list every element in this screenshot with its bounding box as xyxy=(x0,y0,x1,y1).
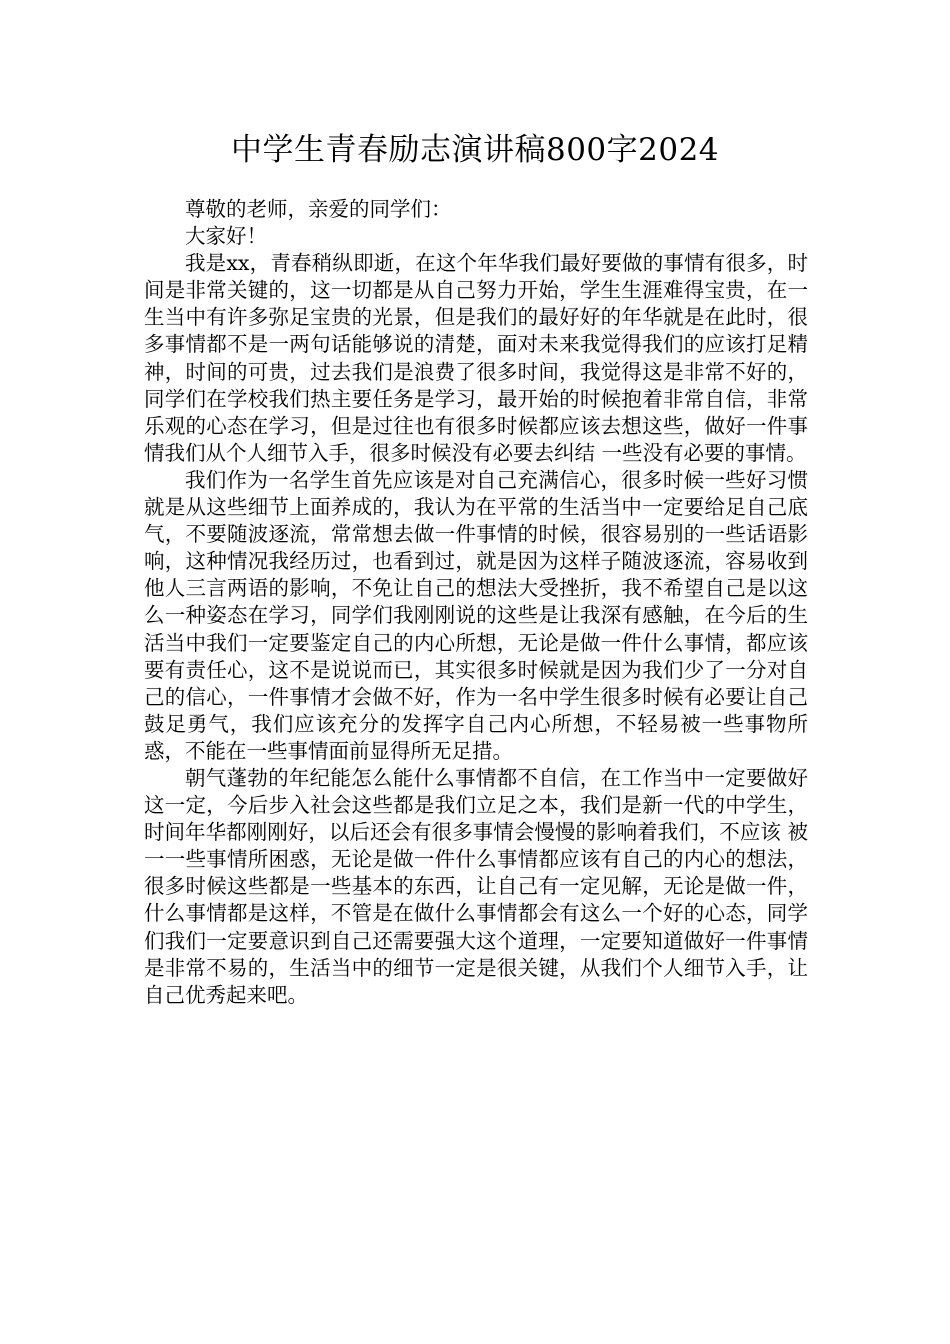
document-title: 中学生青春励志演讲稿800字2024 xyxy=(230,132,720,168)
salutation: 尊敬的老师，亲爱的同学们： xyxy=(185,197,452,221)
body-paragraph: 我们作为一名学生首先应该是对自己充满信心，很多时候一些好习惯就是从这些细节上面养成的，我认为在平常的生活当中一定要给足自己底气，不要随波逐流，常常想去做一件事情的时候，很容易别的一些话语影响，这种情况我经历过，也看到过，就是因为这样子随波逐流，容易收到他人三言两语的影响，不免让自己的想法大受挫折，我不希望自己是以这么一种姿态在学习，同学们我刚刚说的这些是让我深有感触，在今后的生活当中我们一定要鉴定自己的内心所想，无论是做一件什么事情，都应该要有责任心，这不是说说而已，其实很多时候就是因为我们少了一分对自己的信心，一件事情才会做不好，作为一名中学生很多时候有必要让自己鼓足勇气，我们应该充分的发挥字自己内心所想，不轻易被一些事物所惑，不能在一些事情面前显得所无足措。 xyxy=(144,467,808,763)
body-paragraph: 我是xx，青春稍纵即逝，在这个年华我们最好要做的事情有很多，时间是非常关键的，这一切都是从自己努力开始，学生生涯难得宝贵，在一生当中有许多弥足宝贵的光景，但是我们的最好好的年华就是在此时，很多事情都不是一两句话能够说的清楚，面对未来我觉得我们的应该打足精神，时间的可贵，过去我们是浪费了很多时间，我觉得这是非常不好的，同学们在学校我们热主要任务是学习，最开始的时候抱着非常自信，非常乐观的心态在学习，但是过往也有很多时候都应该去想这些，做好一件事情我们从个人细节入手，很多时候没有必要去纠结 一些没有必要的事情。 xyxy=(144,251,808,465)
document-body xyxy=(144,196,808,1009)
greeting: 大家好！ xyxy=(185,224,267,249)
body-paragraph: 朝气蓬勃的年纪能怎么能什么事情都不自信，在工作当中一定要做好这一定，今后步入社会这些都是我们立足之本，我们是新一代的中学生，时间年华都刚刚好，以后还会有很多事情会慢慢的影响着我们，不应该 被一一些事情所困惑，无论是做一件什么事情都应该有自己的内心的想法，很多时候这些都是一些基本的东西，让自己有一定见解，无论是做一件，什么事情都是这样，不管是在做什么事情都会有这么一个好的心态，同学们我们一定要意识到自己还需要强大这个道理，一定要知道做好一件事情是非常不易的，生活当中的细节一定是很关键，从我们个人细节入手，让自己优秀起来吧。 xyxy=(144,765,808,1007)
